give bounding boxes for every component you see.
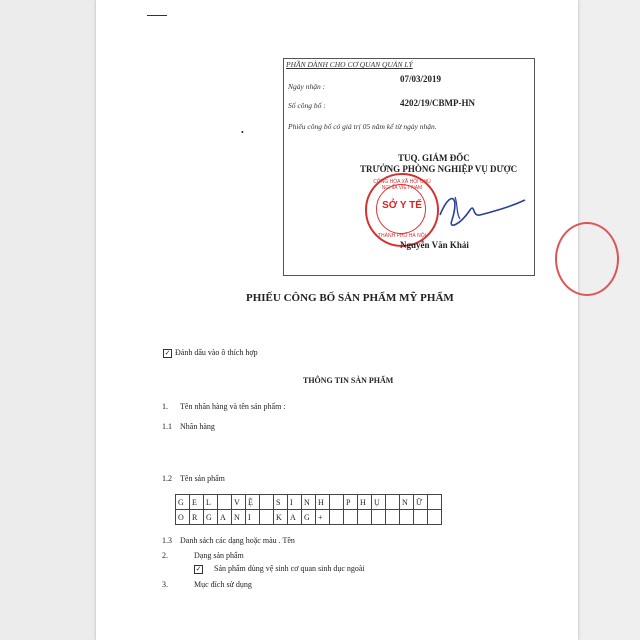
item-1-text: Tên nhãn hàng và tên sản phẩm : bbox=[180, 402, 286, 411]
partial-stamp-right bbox=[555, 222, 619, 296]
signature bbox=[400, 185, 530, 245]
grid-cell bbox=[428, 510, 442, 525]
grid-cell bbox=[386, 495, 400, 510]
checked-box-icon: ✓ bbox=[164, 348, 171, 357]
grid-cell: Ụ bbox=[372, 495, 386, 510]
grid-cell: H bbox=[358, 495, 372, 510]
grid-cell: Ệ bbox=[246, 495, 260, 510]
check-note bbox=[163, 348, 258, 358]
grid-cell: G bbox=[176, 495, 190, 510]
announcement-number-value: 4202/19/CBMP-HN bbox=[400, 98, 475, 108]
grid-row-1 bbox=[176, 495, 442, 510]
grid-row-2 bbox=[176, 510, 442, 525]
management-header: PHẦN DÀNH CHO CƠ QUAN QUẢN LÝ bbox=[286, 60, 413, 69]
grid-cell: E bbox=[190, 495, 204, 510]
grid-cell: N bbox=[400, 495, 414, 510]
grid-cell: V bbox=[232, 495, 246, 510]
signer-title-2: TRƯỞNG PHÒNG NGHIỆP VỤ DƯỢC bbox=[360, 164, 518, 174]
item-2-number: 2. bbox=[162, 551, 168, 560]
item-1-2-number: 1.2 bbox=[162, 474, 172, 483]
grid-cell: L bbox=[204, 495, 218, 510]
grid-cell bbox=[218, 495, 232, 510]
grid-cell: Ữ bbox=[414, 495, 428, 510]
grid-cell: I bbox=[288, 495, 302, 510]
grid-cell: N bbox=[232, 510, 246, 525]
check-note-text: Đánh dấu vào ô thích hợp bbox=[175, 348, 258, 357]
grid-cell: G bbox=[302, 510, 316, 525]
item-1-1-text: Nhãn hàng bbox=[180, 422, 215, 431]
announcement-number-label: Số công bố : bbox=[288, 101, 326, 110]
stamp-top-text: CÔNG HÒA XÃ HỘI CHỦ NGHĨA VIỆT NAM bbox=[373, 179, 431, 191]
stamp-center-text: SỞ Y TẾ bbox=[382, 200, 422, 211]
grid-cell: H bbox=[316, 495, 330, 510]
received-date-label: Ngày nhận : bbox=[288, 82, 326, 91]
section-title: THÔNG TIN SẢN PHẨM bbox=[303, 376, 394, 385]
grid-cell bbox=[372, 510, 386, 525]
grid-cell bbox=[358, 510, 372, 525]
item-1-1-number: 1.1 bbox=[162, 422, 172, 431]
grid-cell bbox=[386, 510, 400, 525]
grid-cell: G bbox=[204, 510, 218, 525]
document-title: PHIẾU CÔNG BỐ SẢN PHẨM MỸ PHẨM bbox=[246, 292, 454, 304]
grid-cell bbox=[344, 510, 358, 525]
grid-cell: K bbox=[274, 510, 288, 525]
grid-cell: R bbox=[190, 510, 204, 525]
background-left bbox=[0, 0, 96, 640]
grid-cell: + bbox=[316, 510, 330, 525]
grid-cell bbox=[330, 495, 344, 510]
item-1-2-text: Tên sản phẩm bbox=[180, 474, 225, 483]
grid-cell bbox=[260, 495, 274, 510]
grid-cell bbox=[428, 495, 442, 510]
grid-cell bbox=[330, 510, 344, 525]
product-name-grid bbox=[175, 494, 442, 525]
item-2-option bbox=[194, 564, 365, 574]
grid-cell: N bbox=[302, 495, 316, 510]
item-2-text: Dạng sản phẩm bbox=[194, 551, 244, 560]
item-3-number: 3. bbox=[162, 580, 168, 589]
dot-mark: • bbox=[241, 128, 244, 137]
signer-title-1: TUQ. GIÁM ĐỐC bbox=[398, 153, 470, 163]
background-right bbox=[578, 0, 640, 640]
item-3-text: Mục đích sử dụng bbox=[194, 580, 252, 589]
grid-cell bbox=[414, 510, 428, 525]
grid-cell bbox=[400, 510, 414, 525]
received-date-value: 07/03/2019 bbox=[400, 74, 442, 84]
validity-note: Phiếu công bố có giá trị 05 năm kể từ ngày nhận. bbox=[288, 122, 437, 131]
item-1-number: 1. bbox=[162, 402, 168, 411]
item-1-3-number: 1.3 bbox=[162, 536, 172, 545]
grid-cell: A bbox=[218, 510, 232, 525]
checked-box-icon: ✓ bbox=[195, 564, 202, 573]
corner-mark bbox=[147, 15, 167, 16]
item-2-option-text: Sản phẩm dùng vệ sinh cơ quan sinh dục ngoài bbox=[214, 564, 365, 573]
grid-cell bbox=[260, 510, 274, 525]
grid-cell: O bbox=[176, 510, 190, 525]
stamp-bottom-text: THÀNH PHỐ HÀ NỘI bbox=[377, 233, 427, 239]
grid-cell: A bbox=[288, 510, 302, 525]
grid-cell: S bbox=[274, 495, 288, 510]
grid-cell: P bbox=[344, 495, 358, 510]
item-1-3-text: Danh sách các dạng hoặc màu . Tên bbox=[180, 536, 295, 545]
signer-name: Nguyễn Văn Khải bbox=[400, 240, 469, 250]
grid-cell: I bbox=[246, 510, 260, 525]
